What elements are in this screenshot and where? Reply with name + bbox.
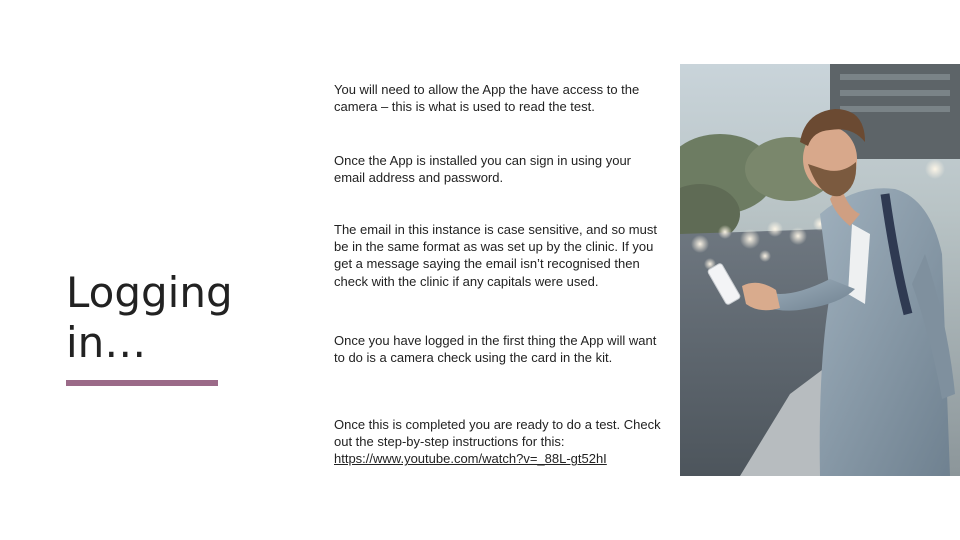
photo-man-using-phone [680,64,960,476]
paragraph-next-steps [334,416,664,468]
paragraph-camera-check: Once you have logged in the first thing the App will want to do is a camera check using the card in the kit. [334,333,657,366]
title-underline [66,380,218,386]
paragraph-camera-access: You will need to allow the App the have access to the camera – this is what is used to read the test. [334,82,640,115]
paragraph-case-sensitive: The email in this instance is case sensitive, and so must be in the same format as was set up by the clinic. If you get a message saying the email isn’t recognised then check with the clinic if any capitals were used. [334,222,657,289]
paragraph-sign-in: Once the App is installed you can sign in using your email address and password. [334,153,632,186]
next-steps-text: Once this is completed you are ready to do a test. Check out the step-by-step instructions for this: [334,417,661,450]
youtube-link[interactable]: https://www.youtube.com/watch?v=_88L-gt52hI [334,451,607,467]
slide-title: Logging in… [66,268,233,367]
